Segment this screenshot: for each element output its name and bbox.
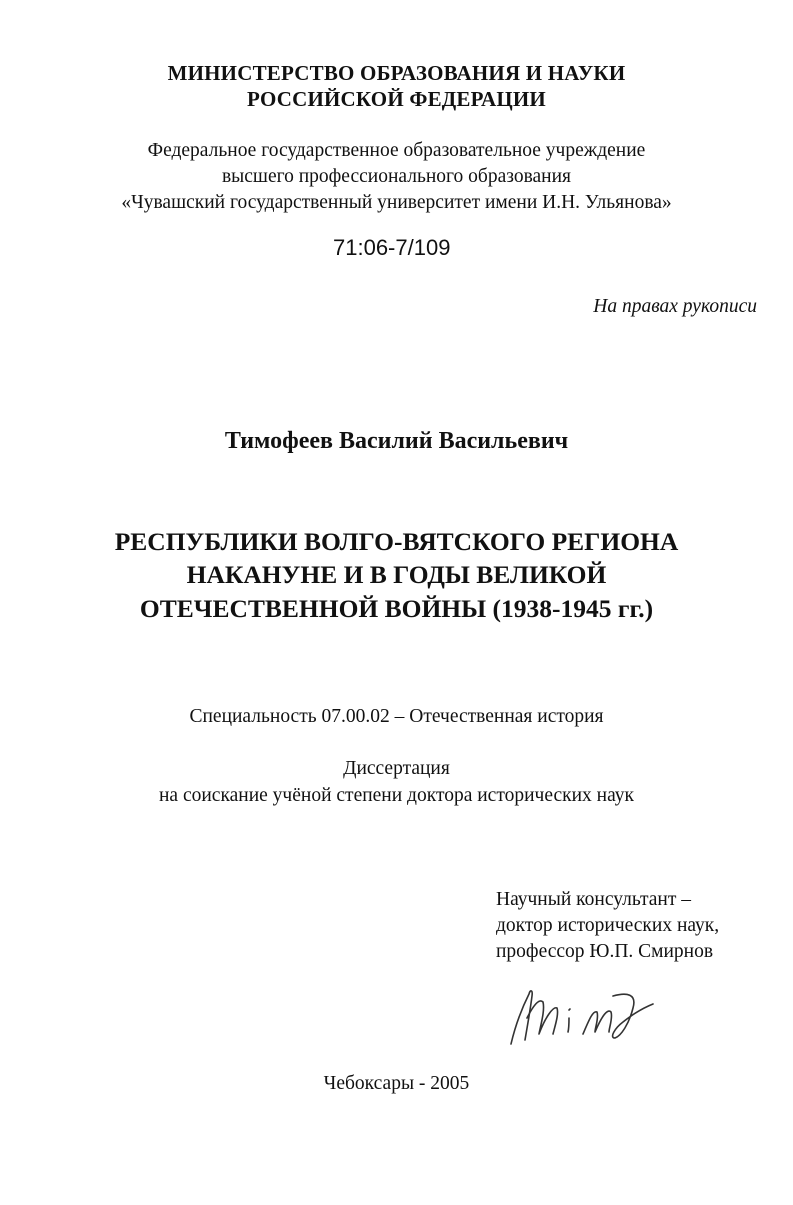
signature-stroke-4 (569, 1009, 570, 1010)
catalog-code: 71:06-7/109 (333, 235, 451, 260)
signature-stroke-2 (527, 1001, 558, 1034)
consultant-line-2: доктор исторических наук, (496, 915, 720, 936)
consultant-line-3: профессор Ю.П. Смирнов (496, 941, 714, 962)
consultant-line-1: Научный консультант – (496, 889, 691, 910)
signature-stroke-6 (613, 994, 653, 1038)
dissertation-type-line-2: на соискание учёной степени доктора исторических наук (158, 785, 634, 806)
signature-stroke-3 (568, 1018, 569, 1032)
ministry-name-line-2: РОССИЙСКОЙ ФЕДЕРАЦИИ (247, 87, 546, 111)
institution-line-2: высшего профессионального образования (221, 166, 572, 187)
institution-line-3: «Чувашский государственный университет имени И.Н. Ульянова» (121, 192, 672, 213)
author-name: Тимофеев Василий Васильевич (224, 428, 569, 454)
ministry-name-line-1: МИНИСТЕРСТВО ОБРАЗОВАНИЯ И НАУКИ (167, 61, 626, 85)
dissertation-title-line-2: НАКАНУНЕ И В ГОДЫ ВЕЛИКОЙ (186, 560, 607, 589)
signature-stroke-1 (511, 991, 532, 1044)
city-year-footer: Чебоксары - 2005 (323, 1073, 470, 1094)
signature-stroke-5 (583, 1011, 612, 1034)
dissertation-title-line-3: ОТЕЧЕСТВЕННОЙ ВОЙНЫ (1938-1945 гг.) (139, 594, 654, 623)
manuscript-rights-note: На правах рукописи (593, 296, 757, 317)
consultant-signature (503, 972, 663, 1052)
institution-line-1: Федеральное государственное образовательное учреждение (147, 140, 646, 161)
dissertation-type-line-1: Диссертация (343, 758, 450, 779)
dissertation-title-line-1: РЕСПУБЛИКИ ВОЛГО-ВЯТСКОГО РЕГИОНА (114, 527, 679, 556)
specialty-line: Специальность 07.00.02 – Отечественная история (189, 706, 604, 727)
